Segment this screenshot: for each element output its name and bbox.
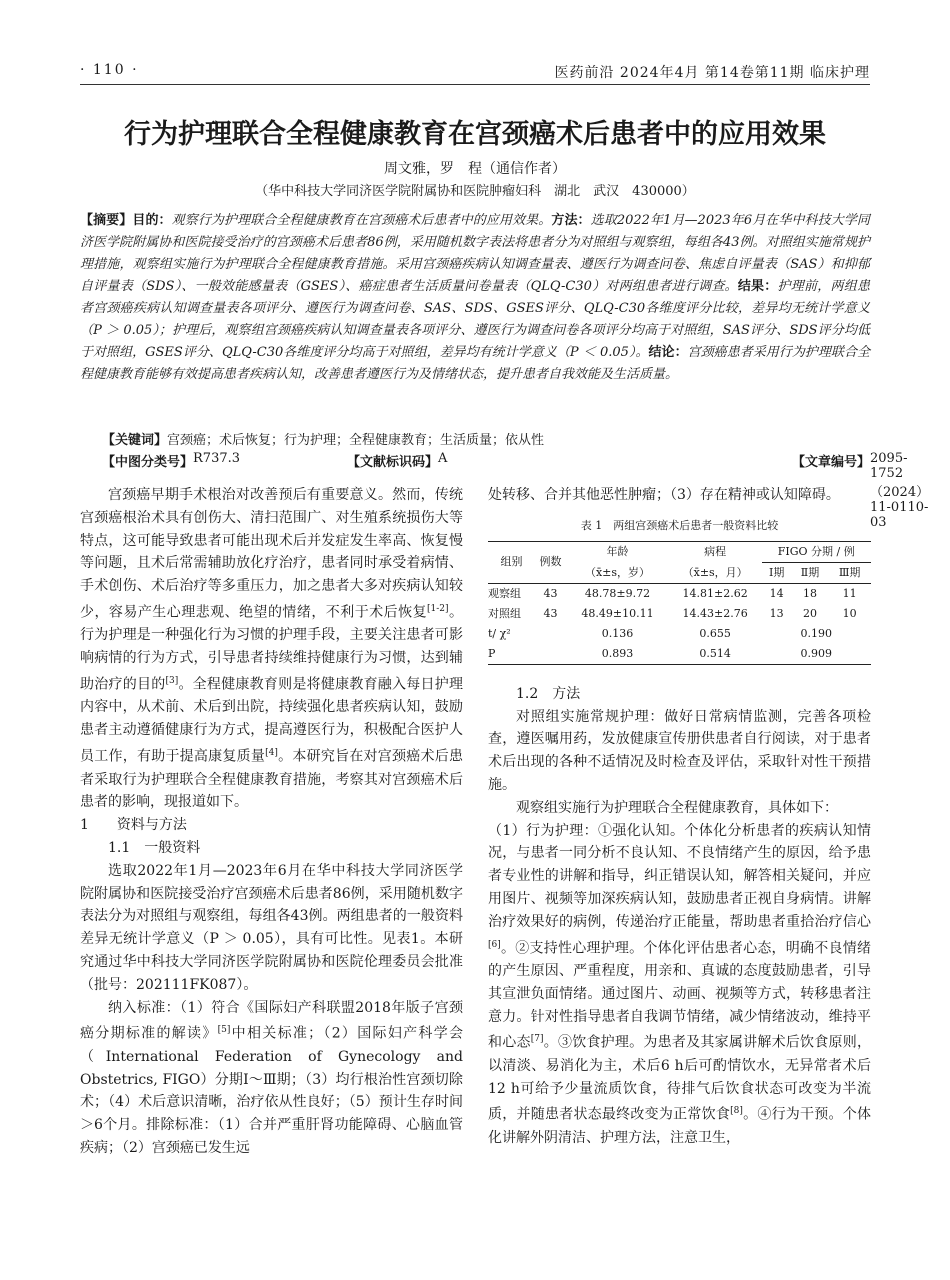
table-row [488,604,871,624]
cell-figo-2: 20 [803,606,818,620]
table-row-p [488,644,871,665]
th-group: 组别 [488,541,535,583]
nursing-text-4: 。④行为干预。个体化讲解外阴清洁、护理方法，注意卫生， [488,1107,872,1146]
nursing-text-1: （1）行为护理：①强化认知。个体化分析患者的疾病认知情况，与患者一同分析不良认知、不良情绪产生的原因，给予患者专业性的讲解和指导，纠正错误认知，解答相关疑问，并应用图片、视频等加深疾病认知，鼓励患者正视自身病情。讲解治疗效果好的病例，传递治疗正能量，帮助患者重拾治疗信心 [488,822,871,930]
authors: 周文雅，罗 程（通信作者） [384,161,566,177]
table-row-stat [488,624,871,644]
keywords-text: 宫颈癌；术后恢复；行为护理；全程健康教育；生活质量；依从性 [167,433,545,448]
table-caption: 表 1 两组宫颈癌术后患者一般资料比较 [580,518,779,532]
cell-n: 43 [543,606,558,620]
left-column [80,484,463,1160]
cell-figo-1: 13 [769,606,784,620]
intro-text-3: 。全程健康教育则是将健康教育融入每日护理内容中，从术前、术后到出院，持续强化患者疾病认知，鼓励患者主动遵循健康行为方式，提高遵医行为，积极配合医护人员工作，有助于提高康复质量 [80,676,464,765]
th-figo-1: Ⅰ期 [768,565,785,579]
clc-code [102,451,241,470]
nursing-text-3: 。③饮食护理。为患者及其家属讲解术后饮食原则，以清淡、易消化为主，术后6 h后可酌情饮水，无异常者术后12 h可给予少量流质饮食，待排气后饮食状态可改变为半流质，并随患者状态最终改变为正常饮食 [488,1035,872,1124]
general-data-paragraph: 选取2022年1月—2023年6月在华中科技大学同济医学院附属协和医院接受治疗宫颈癌术后患者86例，采用随机数字表法分为对照组与观察组，每组各43例。两组患者的一般资料差异无统计学意义（P ＞ 0.05），具有可比性。见表1。本研究通过华中科技大学同济医学院附属协和医院伦理委员会批准（批号：202111FK087）。 [80,862,463,993]
article-title: 行为护理联合全程健康教育在宫颈癌术后患者中的应用效果 [124,119,826,150]
cell-p-figo: 0.909 [800,646,832,660]
cell-p-label: P [488,646,496,660]
citation: [1-2] [427,603,449,614]
methods-text: 选取2022年1月—2023年6月在华中科技大学同济医学院附属协和医院接受治疗的宫颈癌术后患者86例，采用随机数字表法将患者分为对照组与观察组，每组各43例。对照组实施常规护理措施，观察组实施行为护理联合全程健康教育措施。采用宫颈癌疾病认知调查量表、遵医行为调查问卷、焦虑自评量表（SAS）和抑郁自评量表（SDS）、一般效能感量表（GSES）、癌症患者生活质量问卷量表（QLQ-C30）对两组患者进行调查。 [80,213,870,294]
doc-value: A [438,451,448,466]
doc-label: 【文献标识码】 [347,455,439,470]
baseline-table [488,541,871,665]
observation-method-paragraph: 观察组实施行为护理联合全程健康教育，具体如下： [516,799,838,816]
citation: [6] [488,939,501,950]
cell-figo-2: 18 [803,586,818,600]
clc-label: 【中图分类号】 [102,455,194,470]
cell-n: 43 [543,586,558,600]
clc-value: R737.3 [193,451,241,466]
keywords-label: 【关键词】 [102,433,168,448]
article-number [791,451,930,530]
citation: [8] [730,1106,743,1117]
art-value: 2095-1752（2024）11-0110-03 [870,451,930,530]
th-course: 病程 [704,545,727,559]
intro-paragraph [80,484,463,814]
control-method-paragraph: 对照组实施常规护理：做好日常病情监测，完善各项检查，遵医嘱用药，发放健康宣传册供患者自行阅读，对于患者术后出现的各种不适情况及时检查及评估，采取针对性干预措施。 [488,708,871,793]
results-text: 护理前，两组患者宫颈癌疾病认知调查量表各项评分、遵医行为调查问卷、SAS、SDS、GSES评分、QLQ-C30各维度评分比较，差异均无统计学意义（P ＞ 0.05）；护理后，观察组宫颈癌疾病认知调查量表各项评分、遵医行为调查问卷各项评分均高于对照组，SAS评分、SDS评分均低于对照组，GSES评分、QLQ-C30各维度评分均高于对照组，差异均有统计学意义（P ＜ 0.05）。 [80,279,870,360]
citation: [7] [530,1034,544,1045]
citation: [5] [217,1025,231,1036]
criteria-text-2: 中相关标准；（2）国际妇产科学会（International Federation of Gynecology and Obstetrics, FIGO）分期Ⅰ～Ⅲ期；（3）均行根治性宫颈切除术；（4）术后意识清晰，治疗依从性良好；（5）预计生存时间＞6个月。排除标准：（1）合并严重肝肾功能障碍、心脑血管疾病；（2）宫颈癌已发生远 [80,1025,463,1156]
objective-text: 观察行为护理联合全程健康教育在宫颈癌术后患者中的应用效果。 [171,213,552,228]
cell-course: 14.81±2.62 [682,586,748,600]
th-age-unit: （x̄±s，岁） [584,565,651,579]
criteria-text-1: 纳入标准：（1）符合《国际妇产科联盟2018年版子宫颈癌分期标准的解读》 [80,999,463,1042]
section-heading-1-2: 1.2 方法 [516,685,581,702]
results-label: 结果： [737,279,778,294]
doc-code [347,451,448,470]
th-figo-3: Ⅲ期 [838,565,861,579]
cell-figo-1: 14 [769,586,784,600]
cell-group: 对照组 [488,606,521,620]
criteria-paragraph [80,997,463,1160]
running-header [80,62,870,85]
cell-age: 48.49±10.11 [581,606,654,620]
th-age: 年龄 [606,545,629,559]
art-label: 【文章编号】 [791,455,870,470]
affiliation: （华中科技大学同济医学院附属协和医院肿瘤妇科 湖北 武汉 430000） [255,184,695,199]
cell-figo-3: 10 [842,606,857,620]
conclusion-text: 宫颈癌患者采用行为护理联合全程健康教育能够有效提高患者疾病认知，改善患者遵医行为及情绪状态，提升患者自我效能及生活质量。 [80,345,870,382]
cell-p-age: 0.893 [601,646,634,660]
th-figo: FIGO 分期 / 例 [762,541,872,562]
page-number: · 110 · [80,62,139,78]
section-heading-1: 1 资料与方法 [80,817,187,834]
cell-stat-figo: 0.190 [800,626,832,640]
right-column [488,484,871,1150]
behavior-nursing-paragraph [488,820,871,1150]
th-course-unit: （x̄±s，月） [682,565,748,579]
cell-stat-age: 0.136 [601,626,634,640]
citation: [4] [265,748,278,759]
conclusion-label: 结论： [648,345,688,360]
objective-label: 目的： [132,213,172,228]
methods-label: 方法： [551,213,591,228]
cell-p-course: 0.514 [699,646,731,660]
abstract [80,210,870,386]
th-n: 例数 [535,541,566,583]
cell-group: 观察组 [488,586,521,600]
journal-info: 医药前沿 2024年4月 第14卷第11期 临床护理 [554,65,870,81]
th-figo-2: Ⅱ期 [800,565,820,579]
table-row [488,583,871,604]
intro-text-1: 宫颈癌早期手术根治对改善预后有重要意义。然而，传统宫颈癌根治术具有创伤大、清扫范围广、对生殖系统损伤大等特点，这可能导致患者可能出现术后并发症发生率高、恢复慢等问题，且术后常需辅助放化疗治疗，患者同时承受着病情、手术创伤、术后治疗等多重压力，加之患者大多对疾病认知较少，容易产生心理悲观、绝望的情绪，不利于术后恢复 [80,487,463,621]
cell-stat-course: 0.655 [699,626,731,640]
cell-age: 48.78±9.72 [584,586,651,600]
cell-stat-label: t/ χ² [488,626,511,640]
cell-figo-3: 11 [842,586,857,600]
keywords [102,429,870,448]
criteria-continued: 处转移、合并其他恶性肿瘤；（3）存在精神或认知障碍。 [488,487,840,503]
cell-course: 14.43±2.76 [682,606,748,620]
nursing-text-2: 。②支持性心理护理。个体化评估患者心态，明确不良情绪的产生原因、严重程度，用亲和、真诚的态度鼓励患者，引导其宣泄负面情绪。通过图片、动画、视频等方式，转移患者注意力。针对性指导患者自我调节情绪，减少情绪波动，维持平和心态 [488,940,871,1052]
citation: [3] [165,676,179,687]
intro-text-4: 。本研究旨在对宫颈癌术后患者采取行为护理联合全程健康教育措施，考察其对宫颈癌术后患者的影响，现报道如下。 [80,748,463,811]
section-heading-1-1: 1.1 一般资料 [108,839,201,856]
intro-text-2: 。行为护理是一种强化行为习惯的护理手段，主要关注患者可影响病情的行为方式，引导患者持续维持健康行为习惯，达到辅助治疗的目的 [80,604,464,693]
abstract-label: 【摘要】 [80,213,133,228]
